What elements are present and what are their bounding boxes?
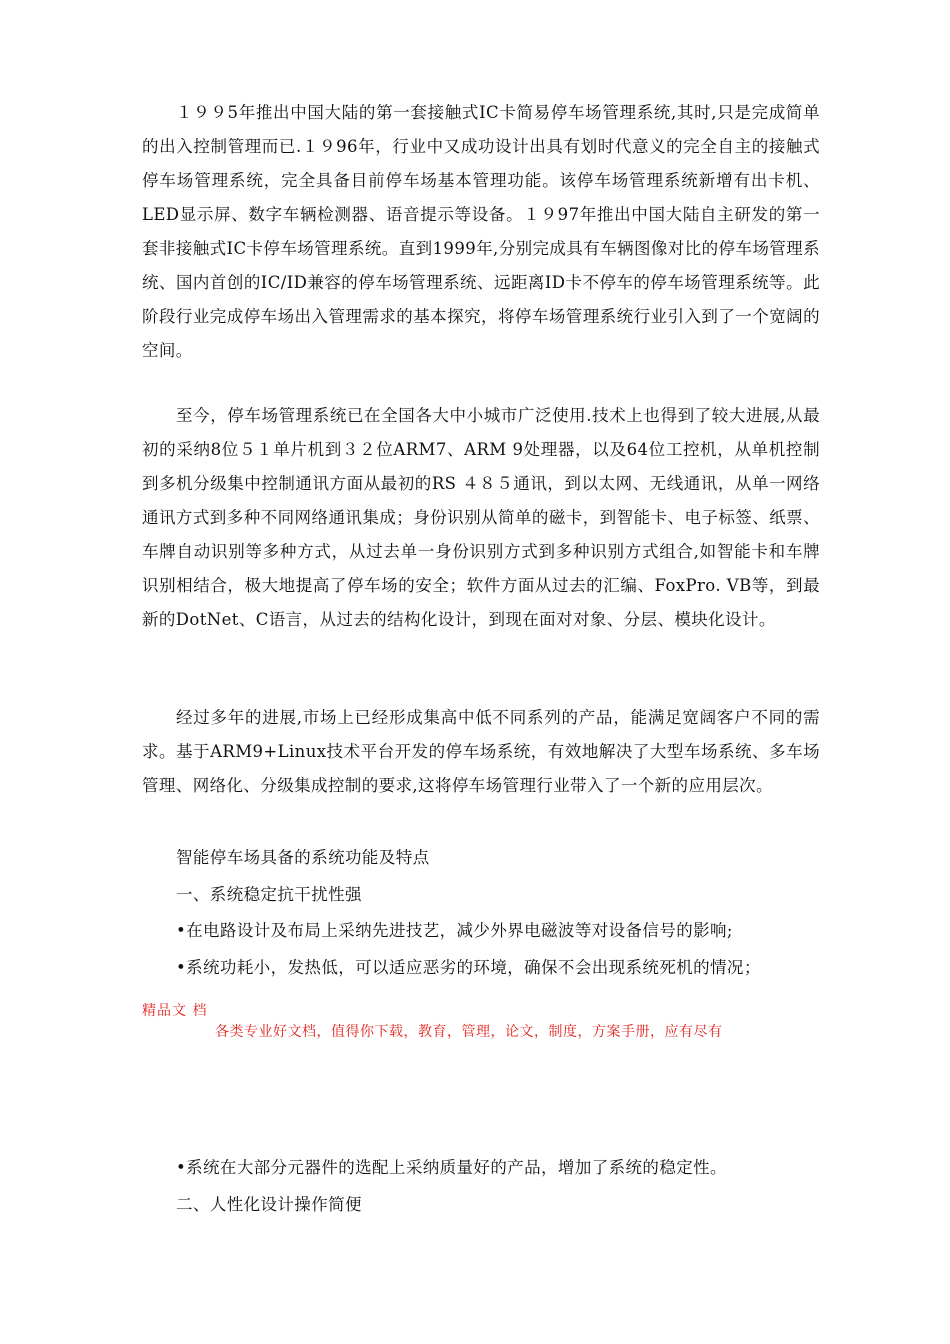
footer-label: 精品文 档 <box>142 1003 208 1019</box>
bullet-item: •系统在大部分元器件的选配上采纳质量好的产品，增加了系统的稳定性。 <box>176 1158 727 1177</box>
bullet-item: •系统功耗小，发热低，可以适应恶劣的环境，确保不会出现系统死机的情况； <box>176 958 761 977</box>
paragraph-history: １９９5年推出中国大陆的第一套接触式IC卡简易停车场管理系统,其时,只是完成简单的出入控制管理而已.１９96年，行业中又成功设计出具有划时代意义的完全自主的接触式停车场管理系统，完全具备目前停车场基本管理功能。该停车场管理系统新增有出卡机、LED显示屏、数字车辆检测器、语音提示等设备。１９97年推出中国大陆自主研发的第一套非接触式IC卡停车场管理系统。直到1999年,分别完成具有车辆图像对比的停车场管理系统、国内首创的IC/ID兼容的停车场管理系统、远距离ID卡不停车的停车场管理系统等。此阶段行业完成停车场出入管理需求的基本探究，将停车场管理系统行业引入到了一个宽阔的空间。 <box>142 103 820 360</box>
bullet-item: •在电路设计及布局上采纳先进技艺，减少外界电磁波等对设备信号的影响; <box>176 921 733 940</box>
section1-title: 一、系统稳定抗干扰性强 <box>176 885 362 904</box>
section2-title: 二、人性化设计操作简便 <box>176 1195 362 1214</box>
paragraph-market: 经过多年的进展,市场上已经形成集高中低不同系列的产品，能满足宽阔客户不同的需求。基于ARM9+Linux技术平台开发的停车场系统，有效地解决了大型车场系统、多车场管理、网络化、分级集成控制的要求,这将停车场管理行业带入了一个新的应用层次。 <box>142 708 820 795</box>
footer-note: 各类专业好文档，值得你下载，教育，管理，论文，制度，方案手册，应有尽有 <box>215 1024 723 1040</box>
section-heading: 智能停车场具备的系统功能及特点 <box>176 848 430 867</box>
paragraph-technology: 至今，停车场管理系统已在全国各大中小城市广泛使用.技术上也得到了较大进展,从最初的采纳8位５１单片机到３２位ARM7、ARM 9处理器，以及64位工控机，从单机控制到多机分级集中控制通讯方面从最初的RS ４８５通讯，到以太网、无线通讯，从单一网络通讯方式到多种不同网络通讯集成；身份识别从简单的磁卡，到智能卡、电子标签、纸票、车牌自动识别等多种方式，从过去单一身份识别方式到多种识别方式组合,如智能卡和车牌识别相结合，极大地提高了停车场的安全；软件方面从过去的汇编、FoxPro. VB等，到最新的DotNet、C语言，从过去的结构化设计，到现在面对对象、分层、模块化设计。 <box>142 406 820 629</box>
